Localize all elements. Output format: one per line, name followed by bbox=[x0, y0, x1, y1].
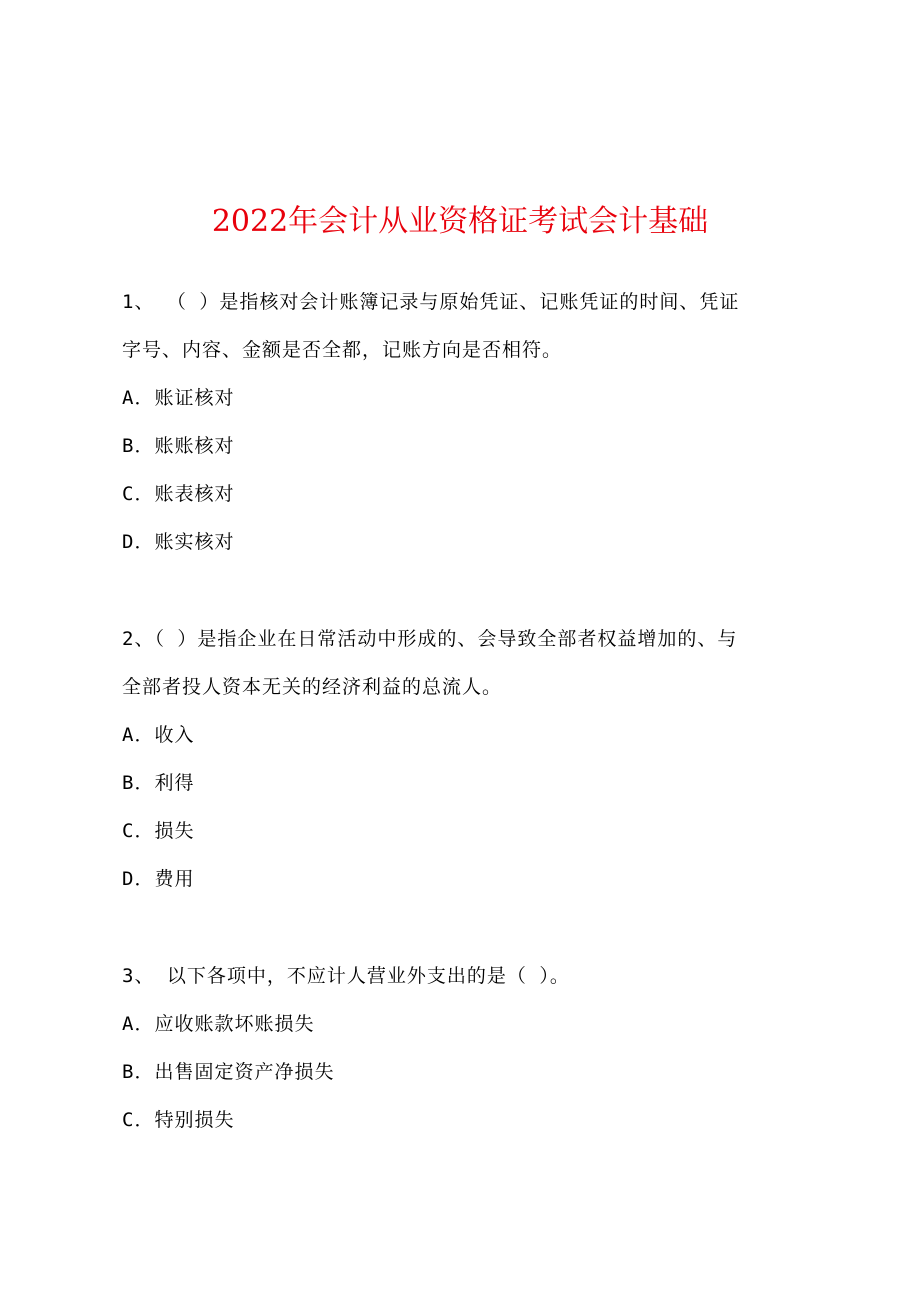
question-2-stem-line-2: 全部者投人资本无关的经济利益的总流人。 bbox=[122, 676, 503, 698]
question-1-option-c: C．账表核对 bbox=[122, 483, 235, 505]
question-2-option-a: A．收入 bbox=[122, 724, 195, 746]
question-3-option-a: A．应收账款坏账损失 bbox=[122, 1013, 315, 1035]
question-2-option-d: D．费用 bbox=[122, 868, 195, 890]
question-3-option-c: C．特别损失 bbox=[122, 1109, 235, 1131]
question-2-option-b: B．利得 bbox=[122, 772, 195, 794]
question-2-stem-line-1: 2、（ ）是指企业在日常活动中形成的、会导致全部者权益增加的、与 bbox=[122, 628, 738, 650]
question-1-option-b: B．账账核对 bbox=[122, 435, 235, 457]
question-1-stem-line-1: 1、 （ ）是指核对会计账簿记录与原始凭证、记账凭证的时间、凭证 bbox=[122, 291, 740, 313]
question-2-option-c: C．损失 bbox=[122, 820, 195, 842]
document-title: 2022年会计从业资格证考试会计基础 bbox=[211, 204, 709, 239]
question-3-stem-line-1: 3、 以下各项中，不应计人营业外支出的是（ ）。 bbox=[122, 965, 570, 987]
question-1-stem-line-2: 字号、内容、金额是否全都，记账方向是否相符。 bbox=[122, 339, 563, 361]
question-1-option-d: D．账实核对 bbox=[122, 531, 235, 553]
question-1-option-a: A．账证核对 bbox=[122, 387, 235, 409]
question-3-option-b: B．出售固定资产净损失 bbox=[122, 1061, 335, 1083]
